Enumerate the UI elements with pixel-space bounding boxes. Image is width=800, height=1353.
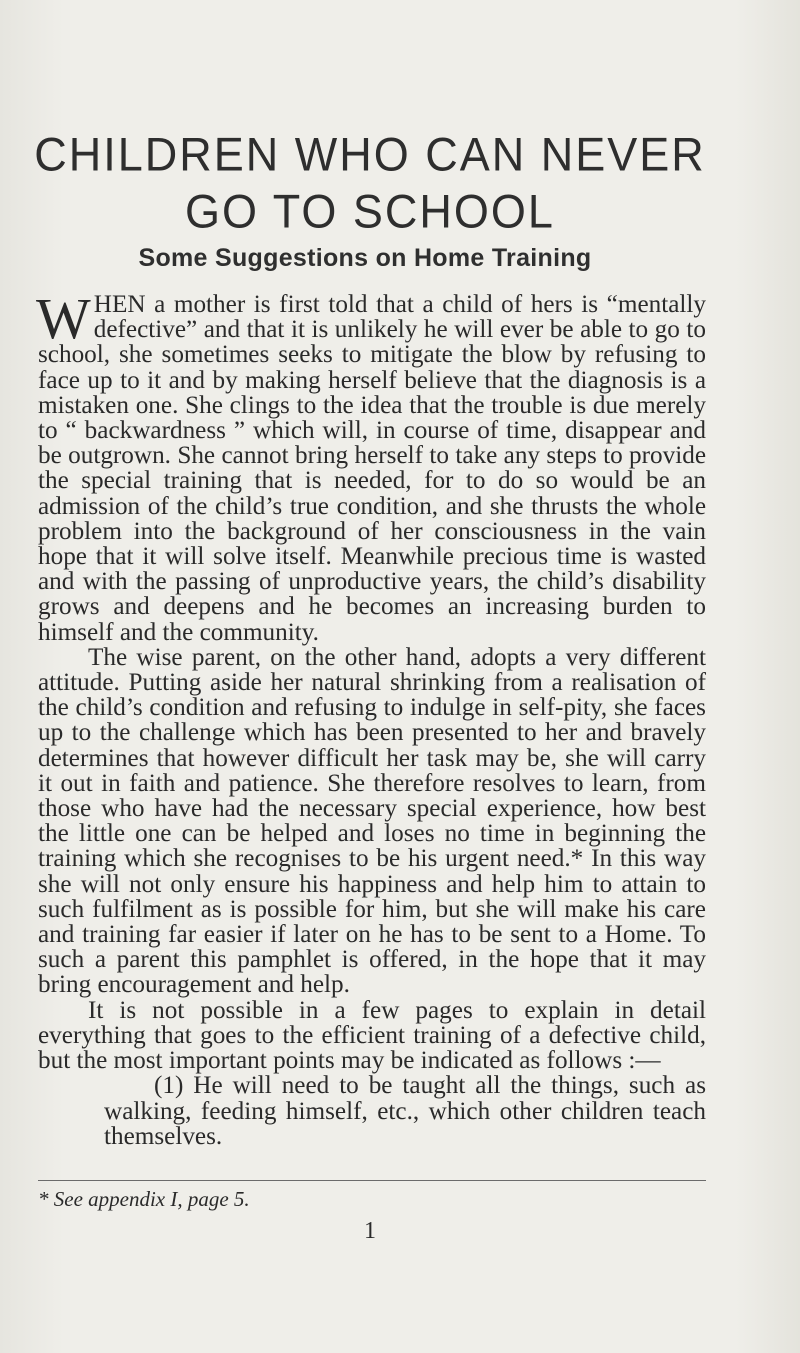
- subtitle: Some Suggestions on Home Training: [138, 244, 592, 272]
- list-item-1: (1) He will need to be taught all the things, such as walking, feeding himself, etc., which other children teach themselves.: [104, 1072, 706, 1150]
- drop-cap: W: [36, 286, 91, 351]
- paragraph-2: The wise parent, on the other hand, adopts a very different attitude. Putting aside her natural shrinking from a realisation of the child’s condition and refusing to indulge in self-pity, she faces up to the challenge which has been presented to her and bravely determines that however difficult her task may be, she will carry it out in faith and patience. She therefore resolves to learn, from those who have had the necessary special experience, how best the little one can be helped and loses no time in beginning the training which she recognises to be his urgent need.* In this way she will not only ensure his happiness and help him to attain to such fulfilment as is possible for him, but she will make his care and training far easier if later on he has to be sent to a Home. To such a parent this pamphlet is offered, in the hope that it may bring encouragement and help.: [38, 643, 706, 999]
- page-number: 1: [364, 1218, 376, 1244]
- paragraph-1-text: HEN a mother is first told that a child of hers is “mentally defective” and that it is unlikely he will ever be able to go to school, she sometimes seeks to mitigate the blow by refusing to face up to it and by making herself believe that the diagnosis is a mistaken one. She clings to the idea that the trouble is due merely to “ backwardness ” which will, in course of time, disappear and be outgrown. She cannot bring herself to take any steps to provide the special training that is needed, for to do so would be an admission of the child’s true condition, and she thrusts the whole problem into the background of her consciousness in the vain hope that it will solve itself. Meanwhile precious time is wasted and with the passing of unproductive years, the child’s disability grows and deepens and he becomes an increasing burden to himself and the community.: [38, 291, 706, 646]
- title-line-1: CHILDREN WHO CAN NEVER: [34, 127, 706, 182]
- title-line-2: GO TO SCHOOL: [185, 184, 555, 239]
- paragraph-3: It is not possible in a few pages to explain in detail everything that goes to the efficient training of a defective child, but the most important points may be indicated as follows :—: [38, 996, 706, 1075]
- paragraph-1: [36, 286, 706, 646]
- footnote: * See appendix I, page 5.: [38, 1187, 250, 1211]
- footnote-divider: [38, 1180, 706, 1181]
- body-text: [36, 286, 706, 1150]
